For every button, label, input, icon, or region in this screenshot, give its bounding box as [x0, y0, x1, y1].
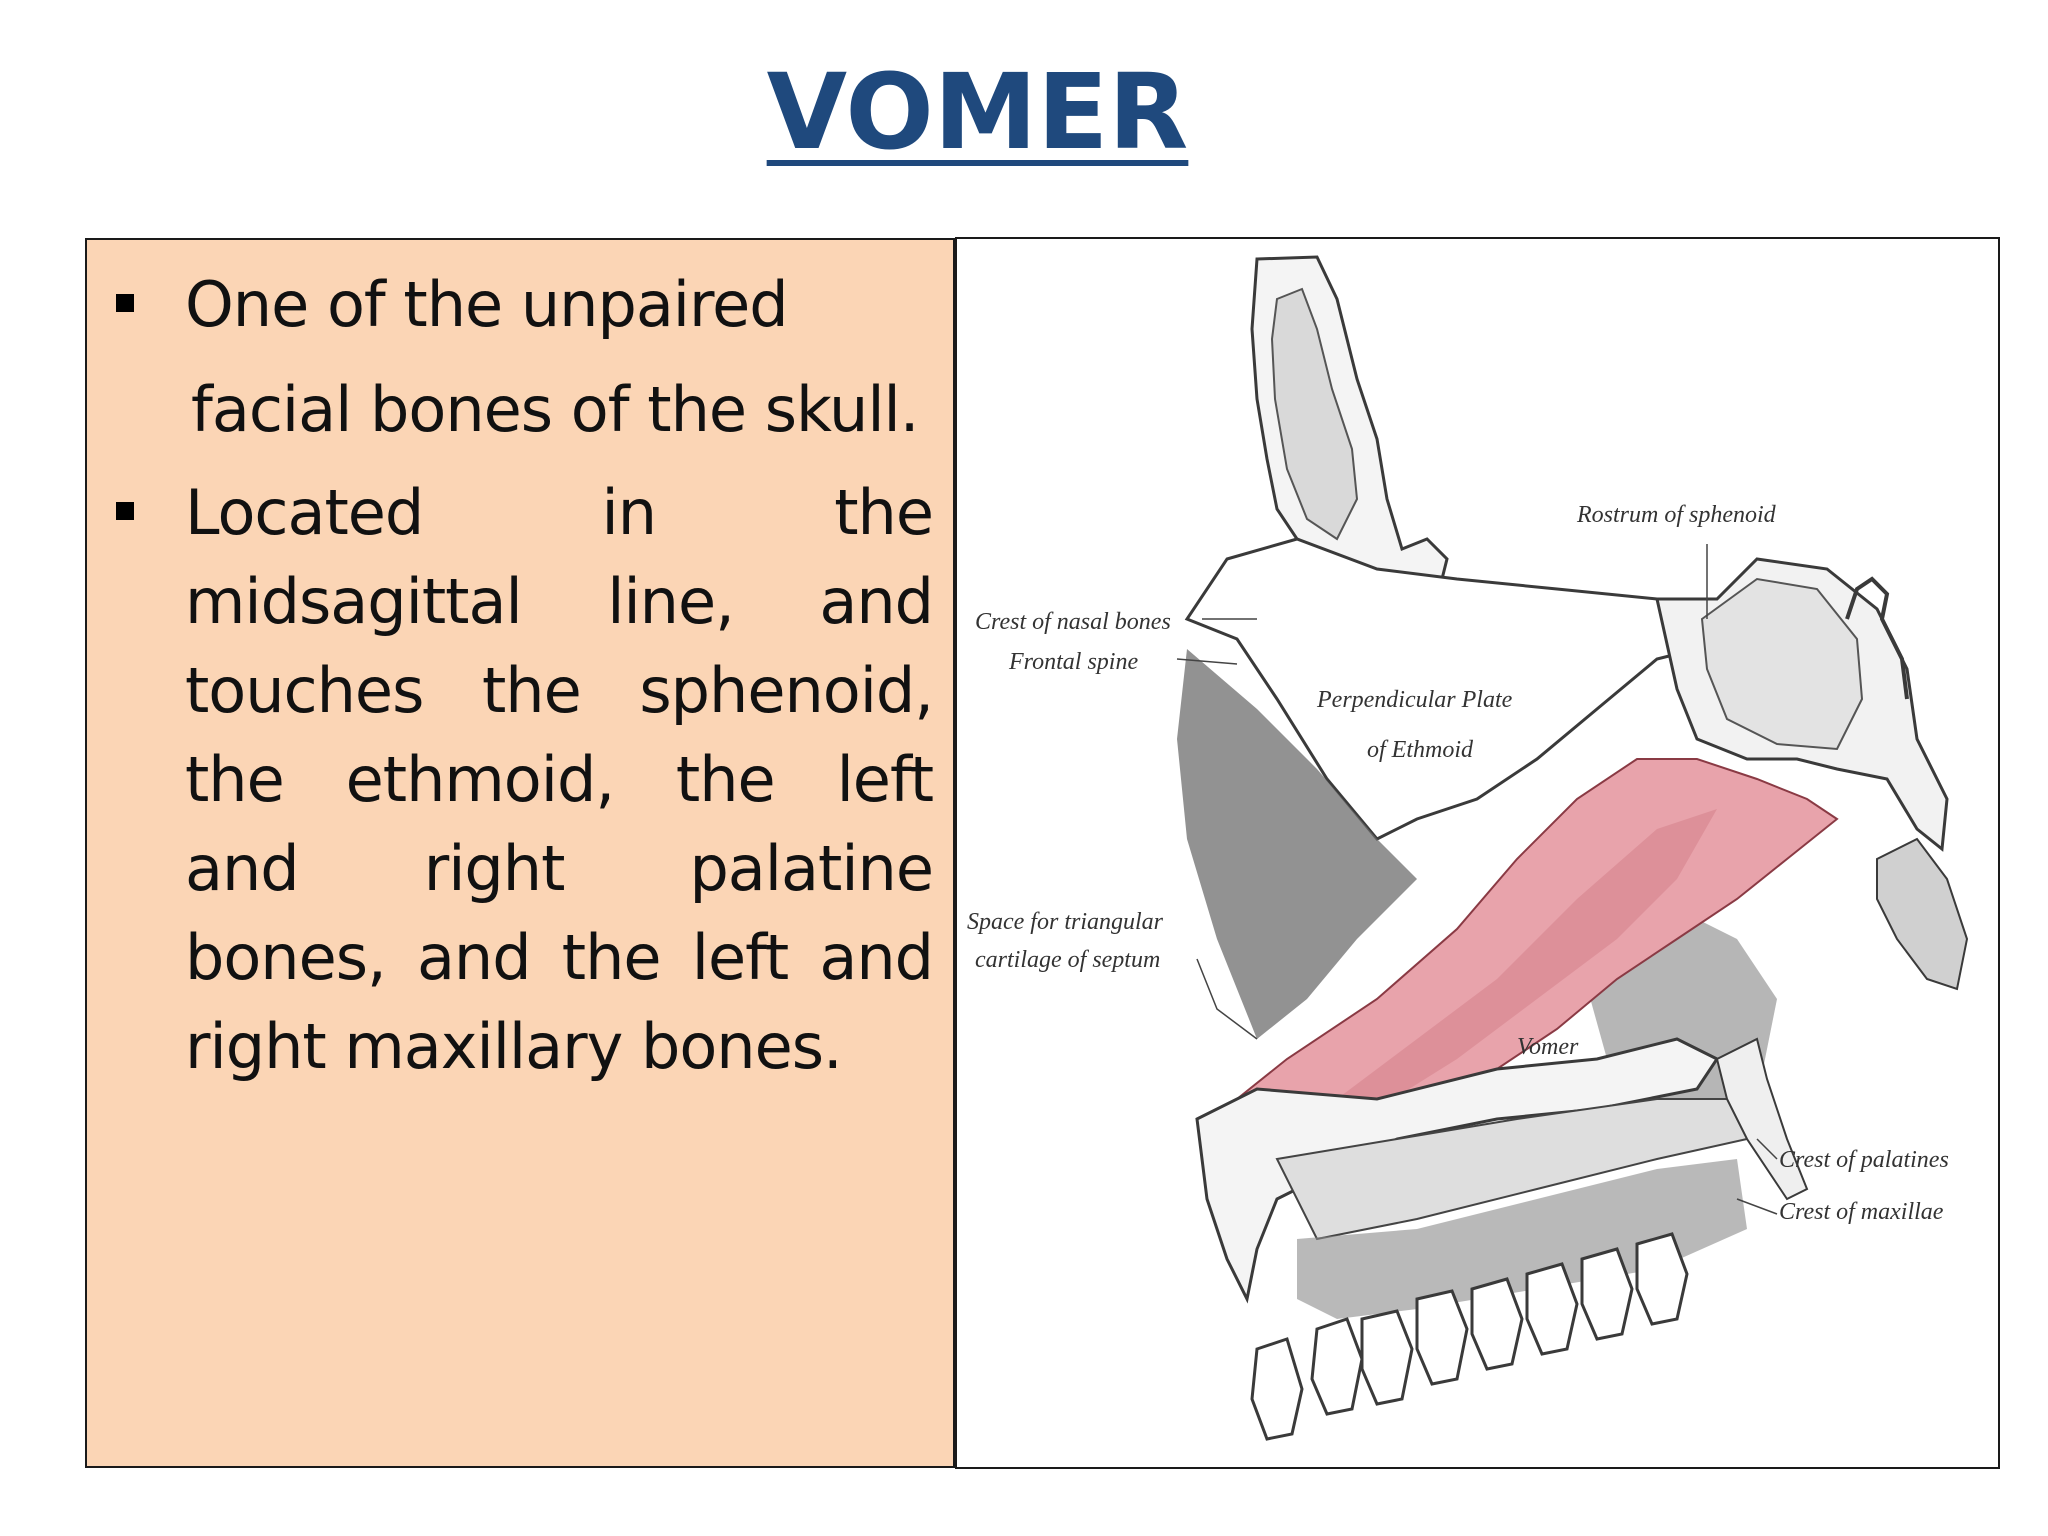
label-crest-nasal: Crest of nasal bones [975, 609, 1171, 635]
slide-title [0, 51, 1955, 173]
bullet-list [87, 260, 953, 1105]
slide-title-text: VOMER [766, 51, 1189, 173]
label-rostrum: Rostrum of sphenoid [1577, 502, 1776, 528]
label-crest-maxillae: Crest of maxillae [1779, 1199, 1944, 1225]
label-perpendicular-2: of Ethmoid [1367, 737, 1473, 763]
tooth-shape [1252, 1339, 1302, 1439]
pterygoid-plate-shape [1877, 839, 1967, 989]
tooth-shape [1312, 1319, 1362, 1414]
label-vomer: Vomer [1517, 1034, 1579, 1060]
vomer-diagram [957, 239, 1998, 1467]
bullet-text: Located in the midsagittal line, and touches the sphenoid, the ethmoid, the left and right palatine bones, and the left and right maxillary bones. [185, 476, 933, 1083]
bullet-text-line2: facial bones of the skull. [191, 373, 919, 446]
label-space-1: Space for triangular [967, 909, 1163, 935]
bullet-square-icon [116, 502, 134, 520]
bullet-item [87, 468, 953, 1091]
label-frontal-spine: Frontal spine [1009, 649, 1139, 675]
tooth-shape [1362, 1311, 1412, 1404]
bullet-text-line1: One of the unpaired [185, 268, 788, 341]
label-space-2: cartilage of septum [975, 947, 1161, 973]
bullet-square-icon [116, 294, 134, 312]
text-panel [85, 238, 955, 1468]
label-perpendicular-1: Perpendicular Plate [1317, 687, 1513, 713]
label-crest-palatine: Crest of palatines [1779, 1147, 1949, 1173]
tooth-shape [1417, 1291, 1467, 1384]
bullet-item [87, 260, 953, 454]
anatomy-figure [955, 237, 2000, 1469]
